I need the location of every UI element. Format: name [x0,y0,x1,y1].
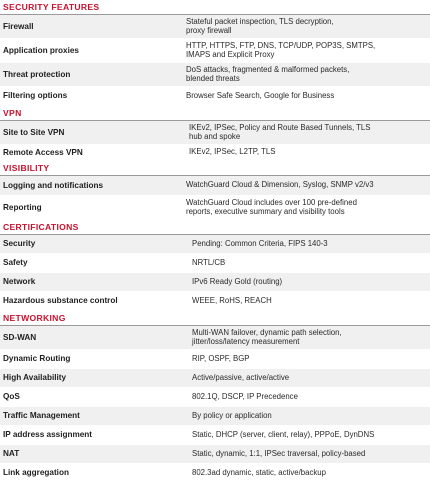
table-row [0,235,430,254]
table-row [0,87,430,106]
row-label: Threat protection [3,69,71,79]
section-header-certifications: CERTIFICATIONS [0,220,430,235]
table-row [0,326,430,350]
row-label: Logging and notifications [3,180,104,190]
row-label: Site to Site VPN [3,127,65,137]
row-value: 802.1Q, DSCP, IP Precedence [192,391,298,401]
row-label: Filtering options [3,91,68,100]
row-value: HTTP, HTTPS, FTP, DNS, TCP/UDP, POP3S, SMTPS, IMAPS and Explicit Proxy [186,40,376,59]
row-label: High Availability [3,373,67,382]
table-row [0,407,430,426]
table-row [0,369,430,388]
row-label: Dynamic Routing [3,354,71,363]
row-label: QoS [3,392,20,401]
row-value: By policy or application [192,410,272,420]
row-value: 802.3ad dynamic, static, active/backup [192,467,326,477]
table-row [0,426,430,445]
row-label: Traffic Management [3,411,80,420]
row-value: DoS attacks, fragmented & malformed packets, blended threats [186,64,350,83]
row-label: Reporting [3,202,42,212]
table-row [0,464,430,483]
section-header-security-features: SECURITY FEATURES [0,0,430,15]
row-label: Firewall [3,21,34,31]
table-row [0,388,430,407]
table-row [0,63,430,87]
table-row [0,350,430,369]
row-value: RIP, OSPF, BGP [192,353,250,363]
row-value: IPv6 Ready Gold (routing) [192,276,283,286]
row-value: Active/passive, active/active [192,372,290,382]
row-value: Static, DHCP (server, client, relay), PPPoE, DynDNS [192,429,375,439]
row-label: Safety [3,258,28,267]
row-label: Security [3,239,36,248]
row-value: Stateful packet inspection, TLS decryption, proxy firewall [186,16,334,35]
row-value: IKEv2, IPSec, Policy and Route Based Tunnels, TLS hub and spoke [189,122,371,141]
table-row [0,145,430,161]
row-value: WEEE, RoHS, REACH [192,295,272,305]
row-value: WatchGuard Cloud & Dimension, Syslog, SNMP v2/v3 [186,180,374,190]
table-row [0,445,430,464]
row-label: Network [3,277,36,286]
row-value: Multi-WAN failover, dynamic path selection, jitter/loss/latency measurement [192,327,342,346]
table-row [0,15,430,39]
row-value: NRTL/CB [192,257,226,267]
section-header-networking: NETWORKING [0,311,430,326]
row-value: Browser Safe Search, Google for Business [186,90,335,100]
row-label: SD-WAN [3,332,37,342]
row-label: NAT [3,449,20,458]
table-row [0,39,430,63]
table-row [0,121,430,145]
table-row [0,273,430,292]
row-label: Application proxies [3,45,79,55]
section-header-visibility: VISIBILITY [0,161,430,176]
row-label: Link aggregation [3,468,69,477]
section-header-vpn: VPN [0,106,430,121]
row-label: Hazardous substance control [3,296,118,305]
row-value: IKEv2, IPSec, L2TP, TLS [189,147,276,157]
table-row [0,292,430,311]
row-value: Pending: Common Criteria, FIPS 140-3 [192,238,328,248]
row-value: WatchGuard Cloud includes over 100 pre-defined reports, executive summary and visibility tools [186,197,357,216]
row-label: IP address assignment [3,430,93,439]
table-row [0,254,430,273]
table-row [0,196,430,220]
table-row [0,176,430,196]
row-value: Static, dynamic, 1:1, IPSec traversal, policy-based [192,448,366,458]
row-label: Remote Access VPN [3,147,83,157]
